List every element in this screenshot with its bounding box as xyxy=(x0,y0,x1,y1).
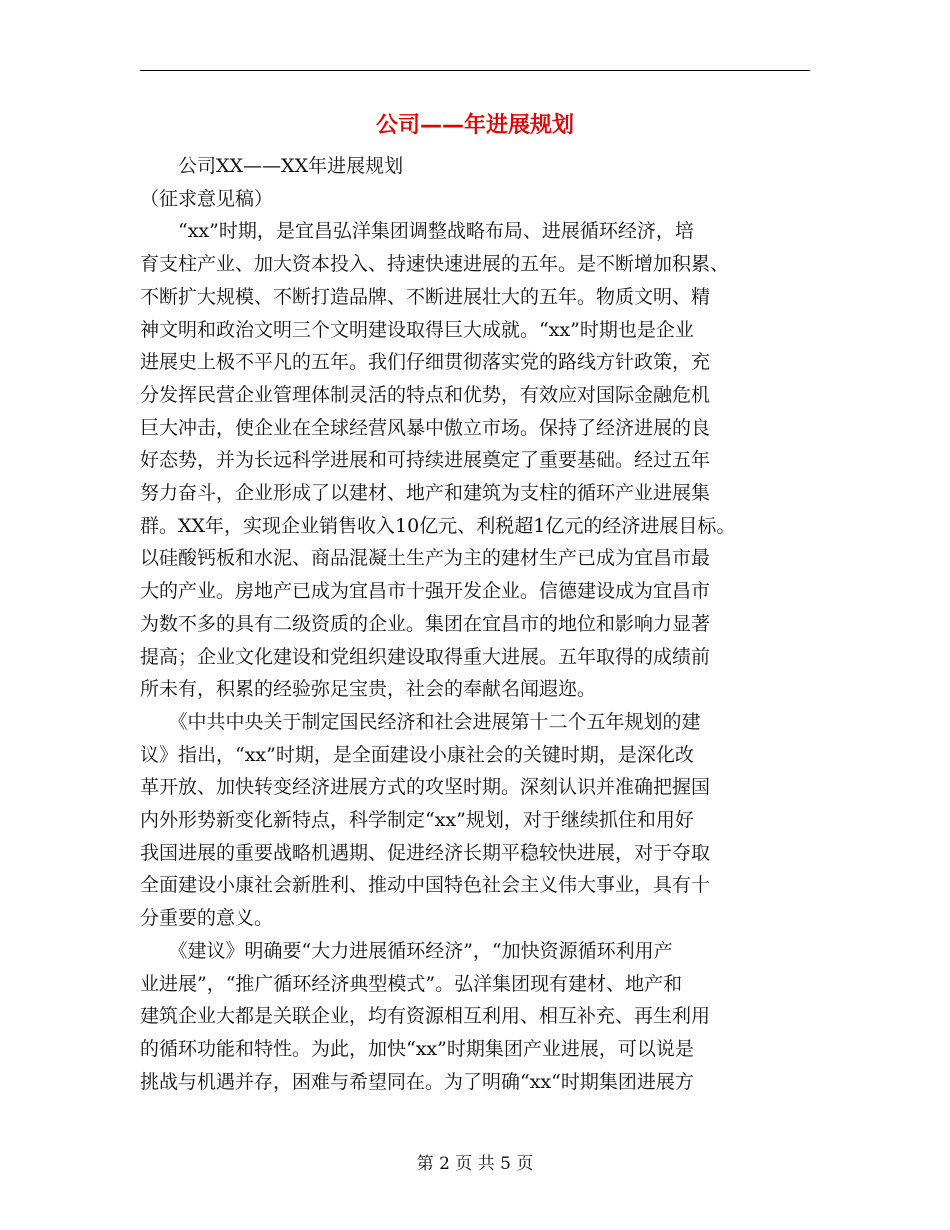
text-line: 以硅酸钙板和水泥、商品混凝土生产为主的建材生产已成为宜昌市最 xyxy=(140,547,711,570)
text-line: 业进展”，“推广循环经济典型模式”。弘洋集团现有建材、地产和 xyxy=(140,972,683,995)
text-line: 内外形势新变化新特点，科学制定“xx”规划，对于继续抓住和用好 xyxy=(140,809,694,832)
text-line: 《建议》明确要“大力进展循环经济”，“加快资源循环利用产 xyxy=(140,939,673,962)
text-line: 群。XX年，实现企业销售收入10亿元、利税超1亿元的经济进展目标。 xyxy=(140,514,736,537)
text-line: 全面建设小康社会新胜利、推动中国特色社会主义伟大事业，具有十 xyxy=(140,874,711,897)
text-line: 大的产业。房地产已成为宜昌市十强开发企业。信德建设成为宜昌市 xyxy=(140,580,711,603)
text-line: 议》指出，“xx”时期，是全面建设小康社会的关键时期，是深化改 xyxy=(140,743,694,766)
text-line: 革开放、加快转变经济进展方式的攻坚时期。深刻认识并准确把握国 xyxy=(140,776,711,799)
text-line: 好态势，并为长远科学进展和可持续进展奠定了重要基础。经过五年 xyxy=(140,449,711,472)
text-line: 巨大冲击，使企业在全球经营风暴中傲立市场。保持了经济进展的良 xyxy=(140,416,711,439)
text-line: 的循环功能和特性。为此，加快“xx”时期集团产业进展，可以说是 xyxy=(140,1037,694,1060)
text-line: 所未有，积累的经验弥足宝贵，社会的奉献名闻遐迩。 xyxy=(140,678,597,701)
text-line: 为数不多的具有二级资质的企业。集团在宜昌市的地位和影响力显著 xyxy=(140,612,711,635)
body-text xyxy=(140,150,820,1098)
text-line: 育支柱产业、加大资本投入、持速快速进展的五年。是不断增加积累、 xyxy=(140,253,730,276)
text-line: 神文明和政治文明三个文明建设取得巨大成就。“xx”时期也是企业 xyxy=(140,318,694,341)
text-line: （征求意见稿） xyxy=(140,187,274,210)
text-line: “xx”时期，是宜昌弘洋集团调整战略布局、进展循环经济，培 xyxy=(140,220,694,243)
text-line: 提高；企业文化建设和党组织建设取得重大进展。五年取得的成绩前 xyxy=(140,645,711,668)
text-line: 分重要的意义。 xyxy=(140,907,274,930)
text-line: 建筑企业大都是关联企业，均有资源相互利用、相互补充、再生利用 xyxy=(140,1005,711,1028)
text-line: 公司XX——XX年进展规划 xyxy=(140,155,404,177)
text-line: 挑战与机遇并存，困难与希望同在。为了明确“xx“时期集团进展方 xyxy=(140,1070,694,1093)
page-title: 公司——年进展规划 xyxy=(375,113,574,138)
text-line: 努力奋斗，企业形成了以建材、地产和建筑为支柱的循环产业进展集 xyxy=(140,482,711,505)
text-line: 分发挥民营企业管理体制灵活的特点和优势，有效应对国际金融危机 xyxy=(140,383,711,406)
text-line: 我国进展的重要战略机遇期、促进经济长期平稳较快进展，对于夺取 xyxy=(140,841,711,864)
page-footer: 第 2 页 共 5 页 xyxy=(416,1154,534,1174)
text-line: 《中共中央关于制定国民经济和社会进展第十二个五年规划的建 xyxy=(140,710,701,733)
header-rule xyxy=(140,70,810,71)
text-line: 进展史上极不平凡的五年。我们仔细贯彻落实党的路线方针政策，充 xyxy=(140,351,711,374)
text-line: 不断扩大规模、不断打造品牌、不断进展壮大的五年。物质文明、精 xyxy=(140,285,711,308)
